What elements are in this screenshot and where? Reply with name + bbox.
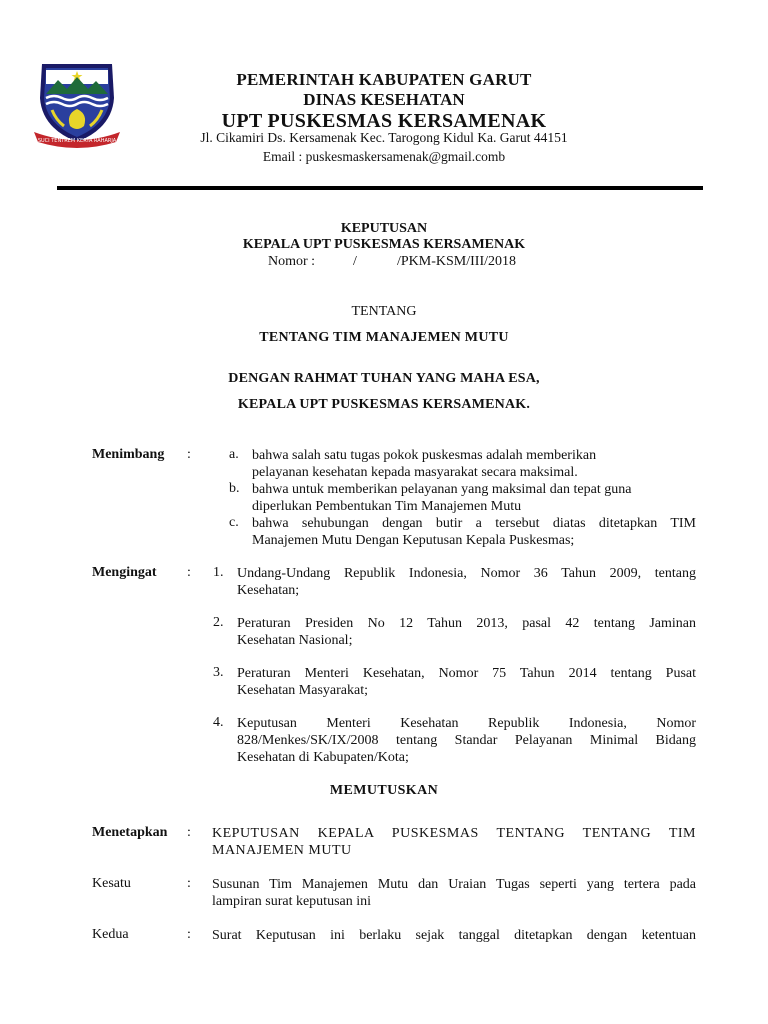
header-upt: UPT PUSKESMAS KERSAMENAK [221, 110, 547, 132]
menetapkan-label: Menetapkan [92, 825, 168, 840]
header-address: Jl. Cikamiri Ds. Kersamenak Kec. Tarogong Kidul Ka. Garut 44151 [200, 130, 568, 145]
tentang-label: TENTANG [351, 304, 417, 319]
issuer-closing-line: KEPALA UPT PUSKESMAS KERSAMENAK. [237, 397, 531, 412]
kedua-colon: : [187, 927, 191, 942]
header-email: Email : puskesmaskersamenak@gmail.comb [262, 149, 506, 164]
header-pemerintah: PEMERINTAH KABUPATEN GARUT [236, 70, 532, 89]
decree-issuer: KEPALA UPT PUSKESMAS KERSAMENAK [242, 237, 526, 252]
kesatu-text-line2: lampiran surat keputusan ini [212, 894, 372, 909]
decree-subject: TENTANG TIM MANAJEMEN MUTU [259, 330, 509, 345]
letterhead-divider [57, 186, 703, 190]
rahmat-line: DENGAN RAHMAT TUHAN YANG MAHA ESA, [228, 371, 540, 386]
kedua-label: Kedua [92, 927, 129, 942]
decree-number-label: Nomor : [268, 254, 316, 269]
kesatu-label: Kesatu [92, 876, 131, 891]
menetapkan-text-line2: MANAJEMEN MUTU [212, 843, 352, 858]
kesatu-text-line1: Susunan Tim Manajemen Mutu dan Uraian Tugas seperti yang tertera pada [212, 877, 696, 892]
menetapkan-text-line1: KEPUTUSAN KEPALA PUSKESMAS TENTANG TENTANG TIM [212, 826, 696, 841]
document-page: SUCI TENTREM KERTA RAHARJA PEMERINTAH KABUPATEN GARUT DINAS KESEHATAN UPT PUSKESMAS KERSAMENAK Jl. Cikamiri Ds. Kersamenak Kec. Tarogong Kidul Ka. Garut 44151 Email : puskesmaskersamenak@gmail.comb KEPUTUSAN KEPALA UPT PUSKESMAS KERSAMENAK Nomor : / /PKM-KSM/III/2018 TENTANG TENTANG TIM MANAJEMEN MUTU DENGAN RAHMAT TUHAN YANG MAHA ESA, KEPALA UPT PUSKESMAS KERSAMENAK. Menimbang : a. bahwa salah satu tugas pokok puskesmas adalah memberikan pelayanan kesehatan kepada masyarakat secara maksimal. b. bahwa untuk memberikan pelayanan yang maksimal dan tepat guna diperlukan Pembentukan Tim Manajemen Mutu c. bahwa sehubungan dengan butir a tersebut diatas ditetapkan TIM Manajemen Mutu Dengan Keputusan Kepala Puskesmas; Mengingat : 1. Undang-Undang Republik Indonesia, Nomor 36 Tahun 2009, tentang Kesehatan; 2. Peraturan Presiden No 12 Tahun 2013, pasal 42 tentang Jaminan Kesehatan Nasional; 3. Peraturan Menteri Kesehatan, Nomor 75 Tahun 2014 tentang Pusat Kesehatan Masyarakat; 4. Keputusan Menteri Kesehatan Republik Indonesia, Nomor 828/Menkes/SK/IX/2008 tentang Standar Pelayanan Minimal Bidang Kesehatan di Kabupaten/Kota; MEMUTUSKAN Menetapkan : KEPUTUSAN KEPALA PUSKESMAS TENTANG TENTANG TIM MANAJEMEN MUTU Kesatu : Susunan Tim Manajemen Mutu dan Uraian Tugas seperti yang tertera pada lampiran surat keputusan ini Kedua : Surat Keputusan ini berlaku sejak tanggal ditetapkan dengan ketentuan [0, 0, 768, 1024]
decree-number-value: /PKM-KSM/III/2018 [397, 254, 517, 269]
kesatu-colon: : [187, 876, 191, 891]
menimbang-colon: : [187, 447, 191, 462]
memutuskan-heading: MEMUTUSKAN [329, 783, 439, 798]
kedua-text-line1: Surat Keputusan ini berlaku sejak tanggal ditetapkan dengan ketentuan [212, 928, 696, 943]
decree-number-slash: / [353, 254, 357, 269]
menetapkan-colon: : [187, 825, 191, 840]
mengingat-colon: : [187, 565, 191, 580]
menimbang-label: Menimbang [92, 447, 165, 462]
svg-text:SUCI TENTREM KERTA RAHARJA: SUCI TENTREM KERTA RAHARJA [37, 138, 117, 144]
mengingat-label: Mengingat [92, 565, 157, 580]
header-dinas: DINAS KESEHATAN [303, 90, 465, 109]
decree-title: KEPUTUSAN [340, 221, 428, 236]
